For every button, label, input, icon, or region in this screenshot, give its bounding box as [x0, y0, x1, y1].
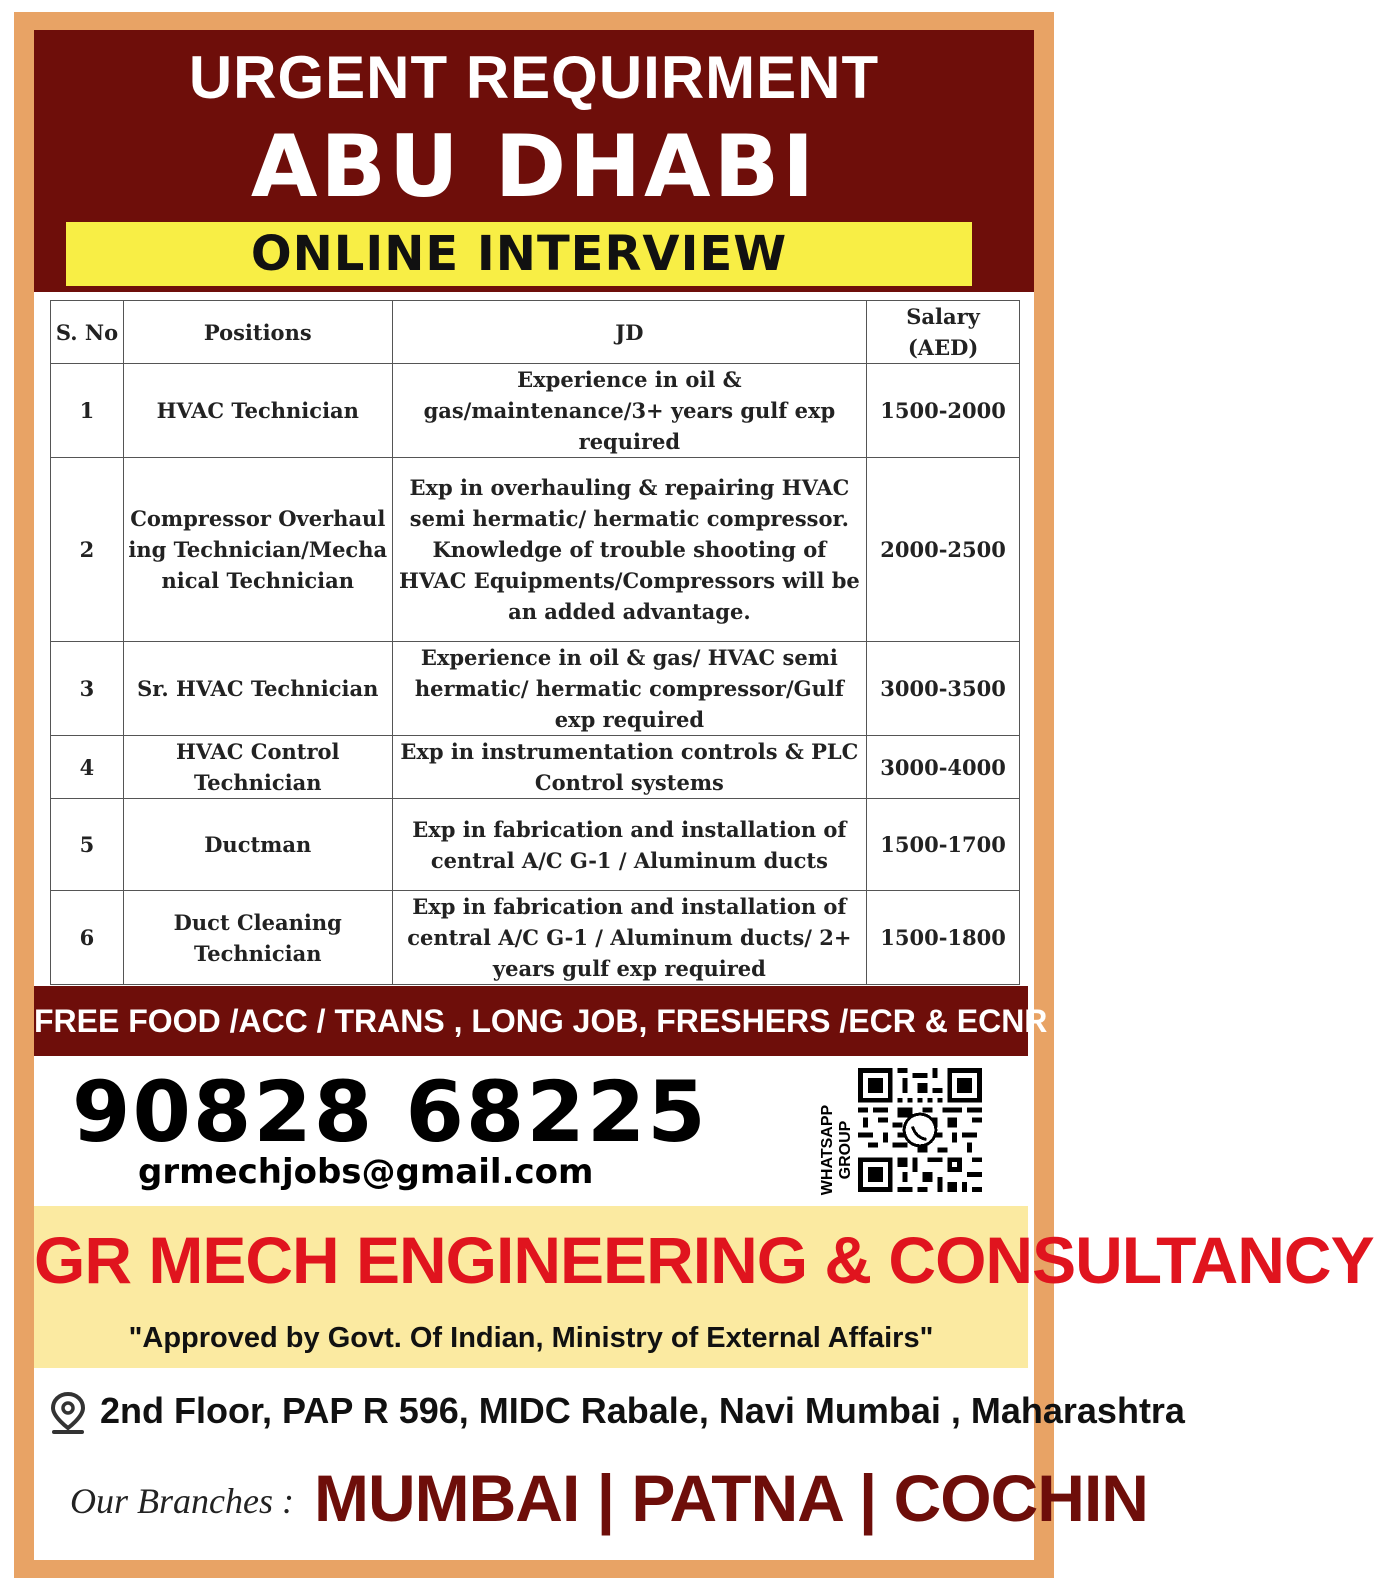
cell-jd: Exp in instrumentation controls & PLC Control systems	[392, 736, 867, 799]
header-positions: Positions	[123, 301, 392, 364]
contact-section	[34, 1058, 1034, 1204]
table-row	[51, 799, 1020, 891]
header-salary	[867, 301, 1020, 364]
whatsapp-label-line2: GROUP	[837, 1120, 854, 1180]
cell-position: HVAC Control Technician	[123, 736, 392, 799]
cell-position: Sr. HVAC Technician	[123, 642, 392, 736]
cell-sno: 6	[51, 891, 124, 985]
table-row	[51, 891, 1020, 985]
email-address[interactable]: grmechjobs@gmail.com	[138, 1152, 594, 1192]
cell-sno: 2	[51, 458, 124, 642]
cell-jd: Exp in overhauling & repairing HVAC semi hermatic/ hermatic compressor. Knowledge of trouble shooting of HVAC Equipments/Compressors will be an added advantage.	[392, 458, 867, 642]
benefits-banner: FREE FOOD /ACC / TRANS , LONG JOB, FRESHERS /ECR & ECNR ACCPETED	[34, 986, 1028, 1056]
cell-position: Duct Cleaning Technician	[123, 891, 392, 985]
cell-salary: 3000-4000	[867, 736, 1020, 799]
company-section	[34, 1206, 1374, 1368]
table-header-row	[51, 301, 1020, 364]
cell-sno: 4	[51, 736, 124, 799]
headline-urgent: URGENT REQUIRMENT	[188, 44, 880, 111]
branches-list: MUMBAI | PATNA | COCHIN	[314, 1461, 1148, 1535]
cell-sno: 3	[51, 642, 124, 736]
location-pin-icon	[48, 1392, 88, 1436]
cell-sno: 5	[51, 799, 124, 891]
cell-jd: Exp in fabrication and installation of central A/C G-1 / Aluminum ducts/ 2+ years gulf exp required	[392, 891, 867, 985]
cell-salary: 2000-2500	[867, 458, 1020, 642]
cell-sno: 1	[51, 364, 124, 458]
header-jd: JD	[392, 301, 867, 364]
cell-salary: 3000-3500	[867, 642, 1020, 736]
branches-label: Our Branches :	[70, 1481, 294, 1521]
phone-number[interactable]: 90828 68225	[72, 1063, 708, 1161]
cell-salary: 1500-1800	[867, 891, 1020, 985]
approval-note: "Approved by Govt. Of Indian, Ministry of External Affairs"	[128, 1322, 934, 1354]
header-sno: S. No	[51, 301, 124, 364]
cell-position: HVAC Technician	[123, 364, 392, 458]
cell-salary: 1500-2000	[867, 364, 1020, 458]
header-banner	[34, 30, 1034, 292]
positions-table	[50, 300, 1020, 985]
office-address: 2nd Floor, PAP R 596, MIDC Rabale, Navi Mumbai , Maharashtra	[100, 1390, 1185, 1431]
cell-salary: 1500-1700	[867, 799, 1020, 891]
online-interview-band: ONLINE INTERVIEW	[66, 222, 972, 286]
header-salary-line1: Salary	[906, 304, 980, 329]
table-row	[51, 642, 1020, 736]
cell-position: Ductman	[123, 799, 392, 891]
whatsapp-label-line1: WHATSAPP	[819, 1104, 836, 1196]
table-row	[51, 458, 1020, 642]
address-section	[34, 1370, 1185, 1552]
qr-code-icon[interactable]	[858, 1068, 982, 1192]
header-salary-line2: (AED)	[907, 335, 979, 360]
cell-jd: Exp in fabrication and installation of central A/C G-1 / Aluminum ducts	[392, 799, 867, 891]
cell-jd: Experience in oil & gas/ HVAC semi hermatic/ hermatic compressor/Gulf exp required	[392, 642, 867, 736]
whatsapp-group-label	[819, 1095, 855, 1205]
cell-position: Compressor Overhauling Technician/Mechanical Technician	[123, 458, 392, 642]
headline-location: ABU DHABI	[250, 117, 818, 217]
table-row	[51, 364, 1020, 458]
cell-jd: Experience in oil & gas/maintenance/3+ years gulf exp required	[392, 364, 867, 458]
table-row	[51, 736, 1020, 799]
company-name: GR MECH ENGINEERING & CONSULTANCY	[34, 1223, 1374, 1297]
